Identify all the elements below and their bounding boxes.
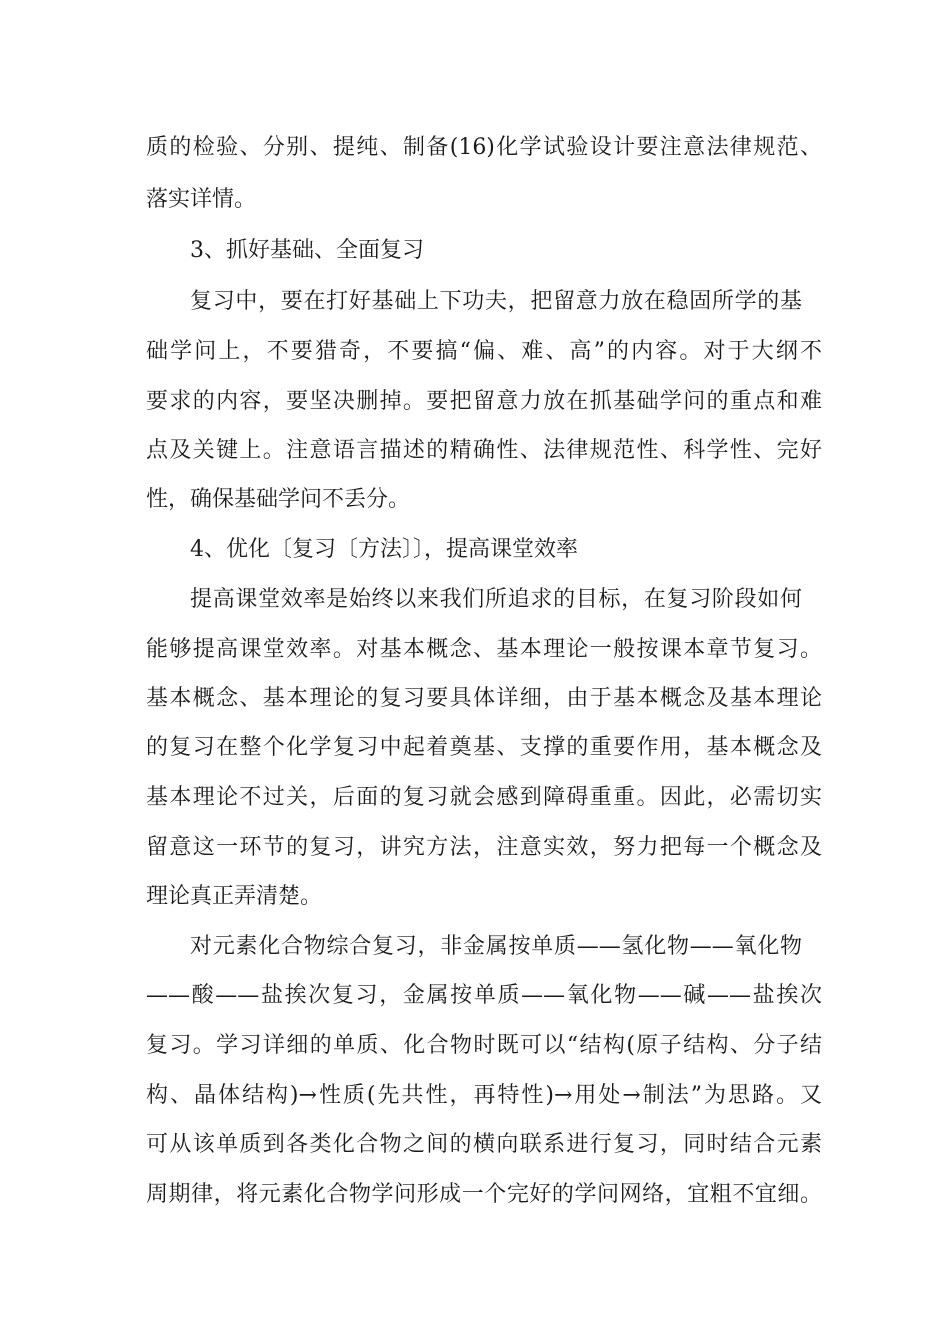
text-line-11-content: 能够提高课堂效率。对基本概念、基本理论一般按课本章节复习。 [146, 637, 822, 662]
section-heading-3-content: 3、抓好基础、全面复习 [190, 238, 424, 263]
text-line-20-content: 构、晶体结构)→性质(先共性，再特性)→用处→制法”为思路。又 [146, 1083, 822, 1108]
text-line-6 [0, 382, 950, 422]
text-line-19 [0, 1026, 950, 1066]
text-line-2-content: 落实详情。 [146, 187, 257, 212]
text-line-4 [0, 282, 950, 322]
text-line-21 [0, 1125, 950, 1165]
text-line-8 [0, 480, 950, 520]
text-line-18 [0, 976, 950, 1016]
text-line-1-content: 质的检验、分别、提纯、制备(16)化学试验设计要注意法律规范、 [146, 135, 822, 160]
text-line-15-content: 留意这一环节的复习，讲究方法，注意实效，努力把每一个概念及 [146, 835, 822, 860]
text-line-16-content: 理论真正弄清楚。 [146, 884, 323, 909]
text-line-12 [0, 679, 950, 719]
text-line-14 [0, 778, 950, 818]
text-line-13-content: 的复习在整个化学复习中起着奠基、支撑的重要作用，基本概念及 [146, 735, 822, 760]
text-line-17 [0, 927, 950, 967]
text-line-8-content: 性，确保基础学问不丢分。 [146, 487, 411, 512]
text-line-10-content: 提高课堂效率是始终以来我们所追求的目标，在复习阶段如何 [190, 587, 802, 612]
text-line-11 [0, 630, 950, 670]
text-line-16 [0, 877, 950, 917]
text-line-7 [0, 431, 950, 471]
text-line-7-content: 点及关键上。注意语言描述的精确性、法律规范性、科学性、完好 [146, 438, 822, 463]
text-line-22-content: 周期律，将元素化合物学问形成一个完好的学问网络，宜粗不宜细。 [146, 1182, 822, 1207]
text-line-4-content: 复习中，要在打好基础上下功夫，把留意力放在稳固所学的基 [190, 289, 802, 314]
text-line-13 [0, 728, 950, 768]
text-line-20 [0, 1076, 950, 1116]
text-line-1 [0, 128, 950, 168]
text-line-10 [0, 580, 950, 620]
text-line-17-content: 对元素化合物综合复习，非金属按单质——氢化物——氧化物 [190, 934, 802, 959]
text-line-6-content: 要求的内容，要坚决删掉。要把留意力放在抓基础学问的重点和难 [146, 389, 822, 414]
section-heading-4 [0, 530, 950, 570]
text-line-19-content: 复习。学习详细的单质、化合物时既可以“结构(原子结构、分子结 [146, 1033, 822, 1058]
section-heading-3 [0, 231, 950, 271]
text-line-5 [0, 332, 950, 372]
text-line-2 [0, 180, 950, 220]
text-line-15 [0, 828, 950, 868]
section-heading-4-content: 4、优化〔复习〔方法〕〕，提高课堂效率 [190, 537, 578, 562]
text-line-14-content: 基本理论不过关，后面的复习就会感到障碍重重。因此，必需切实 [146, 785, 822, 810]
text-line-18-content: ——酸——盐挨次复习，金属按单质——氧化物——碱——盐挨次 [146, 983, 822, 1008]
text-line-21-content: 可从该单质到各类化合物之间的横向联系进行复习，同时结合元素 [146, 1132, 822, 1157]
text-line-12-content: 基本概念、基本理论的复习要具体详细，由于基本概念及基本理论 [146, 686, 822, 711]
text-line-5-content: 础学问上，不要猎奇，不要搞“偏、难、高”的内容。对于大纲不 [146, 339, 822, 364]
text-line-22 [0, 1175, 950, 1215]
